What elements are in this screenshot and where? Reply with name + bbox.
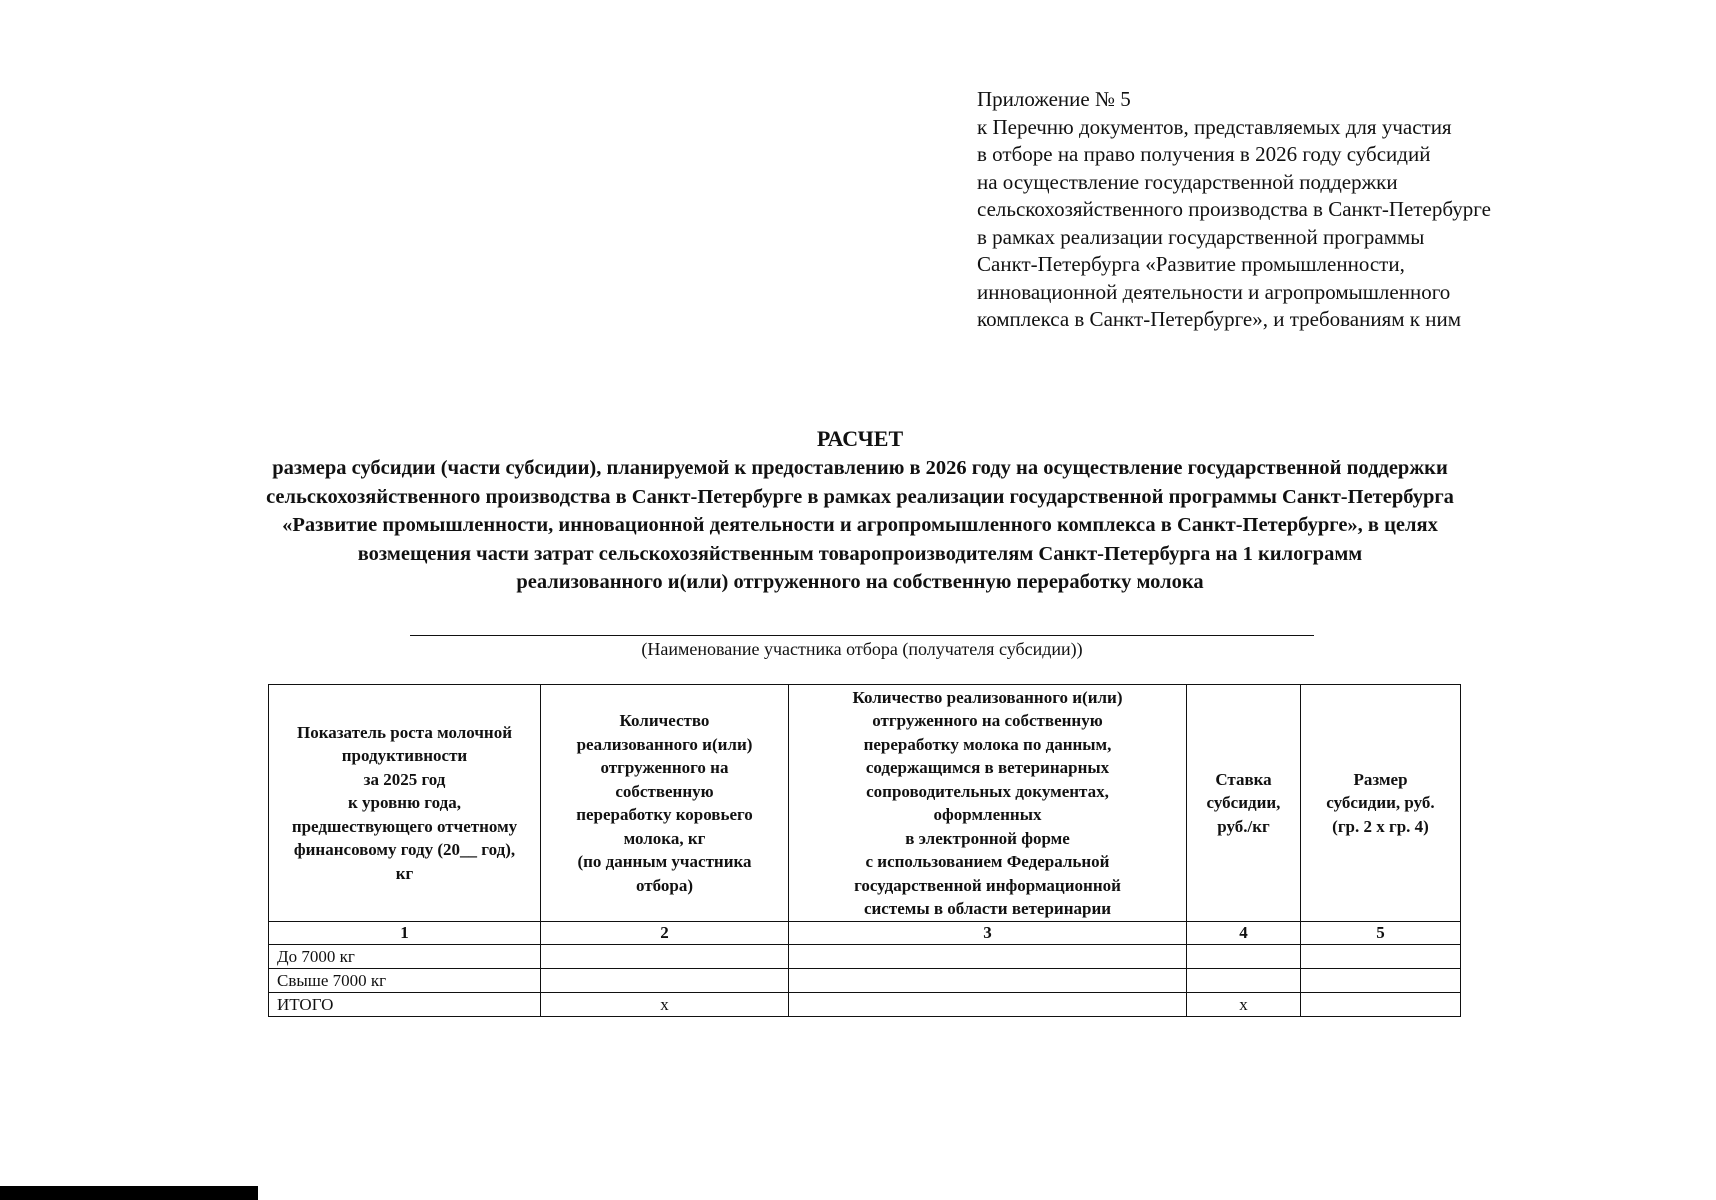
appendix-line: к Перечню документов, представляемых для участия [977, 114, 1452, 139]
appendix-line: на осуществление государственной поддержки [977, 169, 1398, 194]
subtitle-line: возмещения части затрат сельскохозяйственным товаропроизводителям Санкт-Петербурга на 1 килограмм [357, 542, 1363, 565]
row-label: Свыше 7000 кг [269, 969, 541, 993]
appendix-reference [977, 86, 1677, 334]
table-cell[interactable] [789, 993, 1187, 1017]
table-cell[interactable] [1301, 993, 1461, 1017]
appendix-line: инновационной деятельности и агропромышленного [977, 279, 1451, 304]
column-number: 5 [1301, 922, 1461, 945]
table-cell[interactable] [789, 945, 1187, 969]
scan-edge-mark [0, 1186, 258, 1200]
table-cell[interactable] [1187, 945, 1301, 969]
header-vet-document-quantity: Количество реализованного и(или) отгруженного на собственную переработку молока по данным, содержащимся в ветеринарных сопроводительных документах, оформленных в электронной форме с использованием Федеральной государственной информационной системы в области ветеринарии [789, 685, 1187, 922]
column-number: 1 [269, 922, 541, 945]
participant-name-blank[interactable] [410, 635, 1314, 636]
subtitle-line: сельскохозяйственного производства в Санкт-Петербурге в рамках реализации государственной программы Санкт-Петербурга [266, 485, 1454, 508]
column-number: 2 [541, 922, 789, 945]
table-row-total [269, 993, 1461, 1017]
table-cell: х [541, 993, 789, 1017]
subtitle-line: реализованного и(или) отгруженного на собственную переработку молока [516, 571, 1204, 593]
table-cell[interactable] [1301, 969, 1461, 993]
subtitle-line: «Развитие промышленности, инновационной деятельности и агропромышленного комплекса в Санкт-Петербурге», в целях [282, 514, 1438, 536]
column-number-row [269, 922, 1461, 945]
table-row [269, 969, 1461, 993]
appendix-line: в рамках реализации государственной программы [977, 224, 1425, 249]
header-growth-indicator: Показатель роста молочной продуктивности за 2025 год к уровню года, предшествующего отчетному финансовому году (20__ год), кг [269, 685, 541, 922]
appendix-line: в отборе на право получения в 2026 году субсидий [977, 142, 1431, 166]
column-number: 3 [789, 922, 1187, 945]
document-title-block [130, 424, 1590, 597]
header-participant-quantity: Количество реализованного и(или) отгруженного на собственную переработку коровьего молока, кг (по данным участника отбора) [541, 685, 789, 922]
document-title: РАСЧЕТ [816, 426, 904, 451]
appendix-line: Приложение № 5 [977, 87, 1131, 111]
table-cell[interactable] [541, 945, 789, 969]
table-cell[interactable] [789, 969, 1187, 993]
table-cell[interactable] [1187, 969, 1301, 993]
row-label: ИТОГО [269, 993, 541, 1017]
appendix-line: комплекса в Санкт-Петербурге», и требованиям к ним [977, 307, 1462, 331]
table-cell[interactable] [1301, 945, 1461, 969]
table-row [269, 945, 1461, 969]
subtitle-line: размера субсидии (части субсидии), планируемой к предоставлению в 2026 году на осуществление государственной поддержки [272, 457, 1448, 479]
header-subsidy-amount: Размер субсидии, руб. (гр. 2 х гр. 4) [1301, 685, 1461, 922]
participant-caption: (Наименование участника отбора (получателя субсидии)) [641, 639, 1083, 659]
row-label: До 7000 кг [269, 945, 541, 969]
document-subtitle [130, 454, 1590, 597]
table-cell: х [1187, 993, 1301, 1017]
column-number: 4 [1187, 922, 1301, 945]
table-cell[interactable] [541, 969, 789, 993]
table-header-row [269, 685, 1461, 922]
appendix-line: сельскохозяйственного производства в Санкт-Петербурге [977, 197, 1491, 221]
header-subsidy-rate: Ставка субсидии, руб./кг [1187, 685, 1301, 922]
subsidy-calculation-table [268, 684, 1461, 1017]
appendix-line: Санкт-Петербурга «Развитие промышленности, [977, 252, 1405, 276]
